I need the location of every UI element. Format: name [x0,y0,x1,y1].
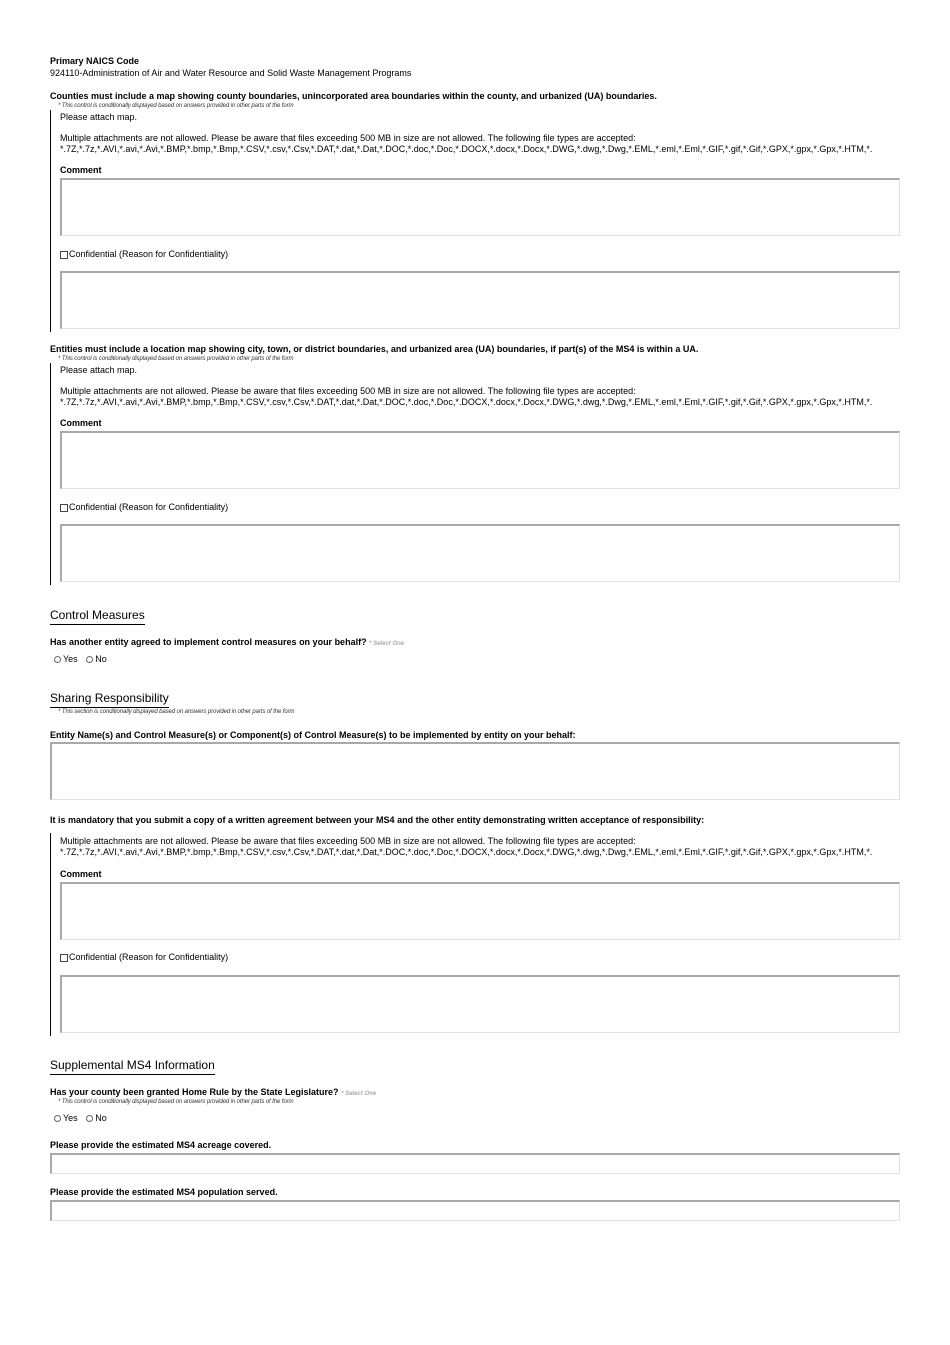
control-measures-options [54,654,113,665]
radio-no-label: No [95,654,107,664]
home-rule-question [50,1087,376,1098]
naics-label: Primary NAICS Code [50,56,140,66]
acreage-input[interactable] [50,1153,900,1174]
acreage-label: Please provide the estimated MS4 acreage covered. [50,1140,272,1150]
radio-icon[interactable] [54,1115,61,1122]
comment-label: Comment [60,165,102,175]
county-map-instruction: Please attach map. [60,112,138,122]
entity-label: Entity Name(s) and Control Measure(s) or Component(s) of Control Measure(s) to be implemented by entity on your behalf: [50,730,576,740]
select-one-hint: * Select One [369,641,405,647]
conditional-note: * This control is conditionally displayed based on answers provided in other parts of the form [58,356,294,362]
comment-textarea[interactable] [60,178,900,236]
file-types-list: *.7Z,*.7z,*.AVI,*.avi,*.Avi,*.BMP,*.bmp,*.Bmp,*.CSV,*.csv,*.Csv,*.DAT,*.dat,*.Dat,*.DOC,*.doc,*.Doc,*.DOCX,*.docx,*.Docx,*.DWG,*.dwg,*.Dwg,*.EML,*.eml,*.Eml,*.GIF,*.gif,*.Gif,*.GPX,*.gpx,*.Gpx,*.HTM,*. [60,397,873,407]
county-map-question: Counties must include a map showing county boundaries, unincorporated area boundaries within the county, and urbanized (UA) boundaries. [50,91,657,101]
radio-icon[interactable] [54,656,61,663]
location-map-instruction: Please attach map. [60,365,138,375]
comment-textarea[interactable] [60,882,900,940]
confidential-label: Confidential (Reason for Confidentiality) [69,952,229,962]
home-rule-options [54,1113,113,1124]
comment-textarea[interactable] [60,431,900,489]
section-bar [50,363,51,585]
comment-label: Comment [60,869,102,879]
radio-no[interactable] [86,1113,107,1123]
confidential-label: Confidential (Reason for Confidentiality) [69,249,229,259]
radio-yes[interactable] [54,654,78,664]
radio-icon[interactable] [86,1115,93,1122]
supplemental-heading: Supplemental MS4 Information [50,1058,215,1075]
control-measures-question [50,637,404,648]
naics-value: 924110-Administration of Air and Water Resource and Solid Waste Management Programs [50,68,412,78]
checkbox-icon[interactable] [60,251,68,259]
file-types-list: *.7Z,*.7z,*.AVI,*.avi,*.Avi,*.BMP,*.bmp,*.Bmp,*.CSV,*.csv,*.Csv,*.DAT,*.dat,*.Dat,*.DOC,*.doc,*.Doc,*.DOCX,*.docx,*.Docx,*.DWG,*.dwg,*.Dwg,*.EML,*.eml,*.Eml,*.GIF,*.gif,*.Gif,*.GPX,*.gpx,*.Gpx,*.HTM,*. [60,847,873,857]
attachment-rules: Multiple attachments are not allowed. Please be aware that files exceeding 500 MB in size are not allowed. The following file types are accepted: [60,133,636,143]
confidential-reason-textarea[interactable] [60,271,900,329]
attachment-rules: Multiple attachments are not allowed. Please be aware that files exceeding 500 MB in size are not allowed. The following file types are accepted: [60,386,636,396]
control-measures-heading: Control Measures [50,608,145,625]
attachment-rules: Multiple attachments are not allowed. Please be aware that files exceeding 500 MB in size are not allowed. The following file types are accepted: [60,836,636,846]
location-map-question: Entities must include a location map showing city, town, or district boundaries, and urbanized area (UA) boundaries, if part(s) of the MS4 is within a UA. [50,344,699,354]
radio-yes[interactable] [54,1113,78,1123]
confidential-checkbox[interactable] [60,249,228,260]
radio-yes-label: Yes [63,654,78,664]
confidential-label: Confidential (Reason for Confidentiality) [69,502,229,512]
radio-no[interactable] [86,654,107,664]
section-bar [50,833,51,1036]
radio-icon[interactable] [86,656,93,663]
population-input[interactable] [50,1200,900,1221]
comment-label: Comment [60,418,102,428]
confidential-reason-textarea[interactable] [60,975,900,1033]
entity-textarea[interactable] [50,742,900,800]
agreement-label: It is mandatory that you submit a copy of a written agreement between your MS4 and the other entity demonstrating written acceptance of responsibility: [50,815,705,825]
radio-no-label: No [95,1113,107,1123]
conditional-note: * This control is conditionally displayed based on answers provided in other parts of the form [58,1099,294,1105]
confidential-checkbox[interactable] [60,952,228,963]
population-label: Please provide the estimated MS4 population served. [50,1187,278,1197]
home-rule-question-text: Has your county been granted Home Rule by the State Legislature? [50,1087,339,1097]
checkbox-icon[interactable] [60,504,68,512]
section-bar [50,110,51,332]
select-one-hint: * Select One [341,1091,377,1097]
confidential-reason-textarea[interactable] [60,524,900,582]
conditional-note: * This section is conditionally displayed based on answers provided in other parts of the form [58,709,295,715]
file-types-list: *.7Z,*.7z,*.AVI,*.avi,*.Avi,*.BMP,*.bmp,*.Bmp,*.CSV,*.csv,*.Csv,*.DAT,*.dat,*.Dat,*.DOC,*.doc,*.Doc,*.DOCX,*.docx,*.Docx,*.DWG,*.dwg,*.Dwg,*.EML,*.eml,*.Eml,*.GIF,*.gif,*.Gif,*.GPX,*.gpx,*.Gpx,*.HTM,*. [60,144,873,154]
checkbox-icon[interactable] [60,954,68,962]
radio-yes-label: Yes [63,1113,78,1123]
sharing-heading: Sharing Responsibility [50,691,169,708]
control-measures-question-text: Has another entity agreed to implement control measures on your behalf? [50,637,367,647]
confidential-checkbox[interactable] [60,502,228,513]
conditional-note: * This control is conditionally displayed based on answers provided in other parts of the form [58,103,294,109]
